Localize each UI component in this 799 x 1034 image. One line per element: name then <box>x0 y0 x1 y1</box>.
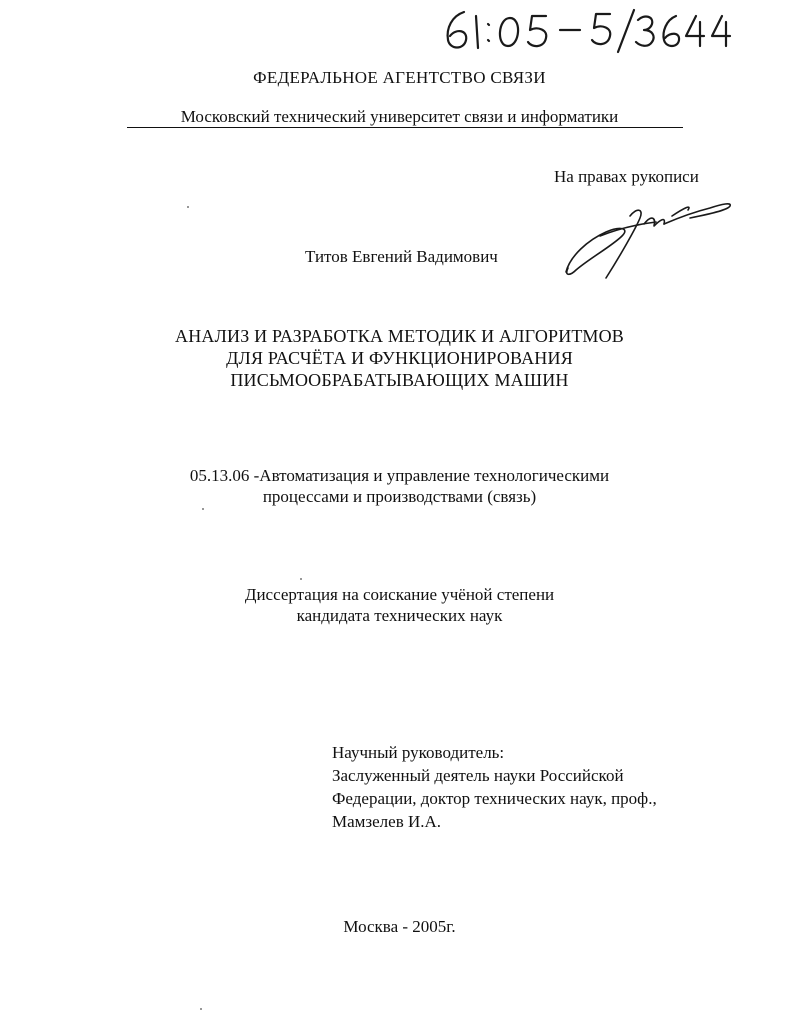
specialty <box>0 465 799 507</box>
title-line: ДЛЯ РАСЧЁТА И ФУНКЦИОНИРОВАНИЯ <box>226 348 573 368</box>
header-divider <box>127 127 683 128</box>
supervisor-line: Мамзелев И.А. <box>332 812 442 831</box>
supervisor-block <box>332 741 657 833</box>
specialty-line: 05.13.06 -Автоматизация и управление технологическими <box>189 466 610 485</box>
supervisor-line: Федерации, доктор технических наук, проф., <box>332 789 657 808</box>
manuscript-note: На правах рукописи <box>554 167 699 186</box>
scan-speck <box>202 508 204 510</box>
title-line: ПИСЬМООБРАБАТЫВАЮЩИХ МАШИН <box>230 370 569 390</box>
specialty-line: процессами и производствами (связь) <box>262 487 537 506</box>
scan-speck <box>200 1008 202 1010</box>
city-year: Москва - 2005г. <box>343 917 456 936</box>
scan-speck <box>300 578 302 580</box>
signature <box>560 196 736 280</box>
title-line: АНАЛИЗ И РАЗРАБОТКА МЕТОДИК И АЛГОРИТМОВ <box>175 326 624 346</box>
degree-line: кандидата технических наук <box>296 606 503 625</box>
dissertation-title <box>0 325 799 391</box>
degree-line: Диссертация на соискание учёной степени <box>244 585 555 604</box>
supervisor-line: Заслуженный деятель науки Российской <box>332 766 624 785</box>
university-name: Московский технический университет связи и информатики <box>180 107 619 126</box>
author-name: Титов Евгений Вадимович <box>305 247 498 266</box>
degree-statement <box>0 584 799 626</box>
agency-name: ФЕДЕРАЛЬНОЕ АГЕНТСТВО СВЯЗИ <box>253 68 546 87</box>
archive-stamp-handwritten <box>438 6 738 54</box>
supervisor-line: Научный руководитель: <box>332 743 505 762</box>
scan-speck <box>187 206 189 208</box>
